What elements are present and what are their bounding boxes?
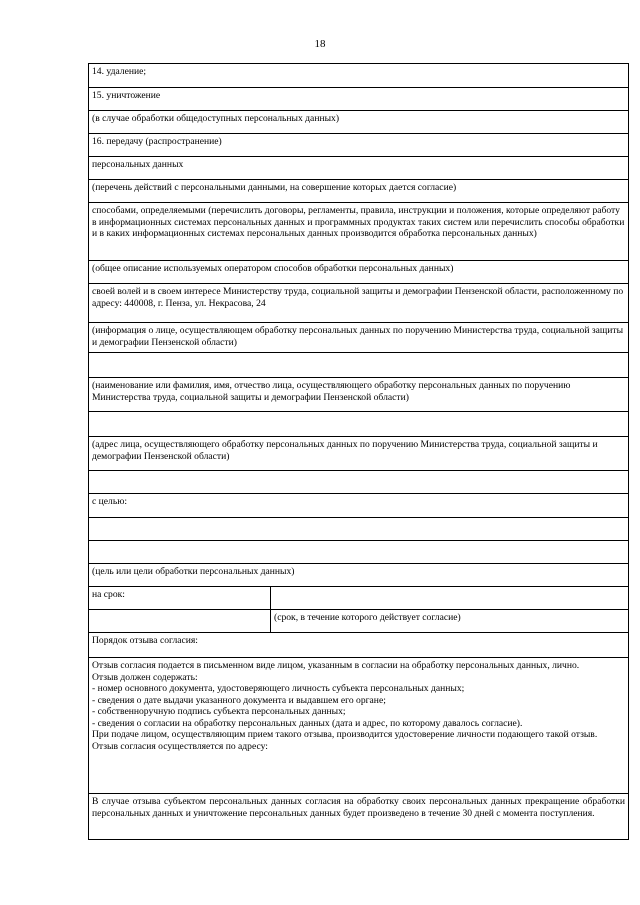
row-destruction: 15. уничтожение [89, 88, 629, 111]
row-revocation-result: В случае отзыва субъектом персональных данных согласия на обработку своих персональных данных прекращение обработки персональных данных и уничтожение персональных данных будет произведено в течение 30 дней с момента поступления. [89, 794, 629, 840]
row-revocation-order: Порядок отзыва согласия: [89, 633, 629, 658]
row-blank-3 [89, 471, 629, 494]
row-blank-5 [89, 541, 629, 564]
term-label: на срок: [89, 587, 271, 610]
row-public-note: (в случае обработки общедоступных персональных данных) [89, 111, 629, 134]
revocation-line: - собственноручную подпись субъекта персональных данных; [92, 706, 346, 717]
row-transfer: 16. передачу (распространение) [89, 134, 629, 157]
row-blank-1 [89, 353, 629, 378]
row-blank-2 [89, 412, 629, 437]
row-processor-address-hint: (адрес лица, осуществляющего обработку персональных данных по поручению Министерства труда, социальной защиты и демографии Пензенской области) [89, 437, 629, 471]
revocation-line: Отзыв должен содержать: [92, 671, 198, 683]
term-value-cell [271, 587, 629, 610]
term-blank-cell [89, 610, 271, 633]
row-deletion: 14. удаление; [89, 64, 629, 88]
revocation-line: - номер основного документа, удостоверяющего личность субъекта персональных данных; [92, 683, 465, 694]
revocation-text-cell [89, 658, 629, 794]
revocation-line: - сведения о дате выдачи указанного документа и выдавшем его органе; [92, 694, 386, 706]
row-processor-name-hint: (наименование или фамилия, имя, отчество лица, осуществляющего обработку персональных данных по поручению Министерства труда, социальной защиты и демографии Пензенской области) [89, 378, 629, 412]
consent-form-table [88, 63, 629, 840]
row-purpose: с целью: [89, 494, 629, 518]
revocation-line: Отзыв согласия осуществляется по адресу: [92, 740, 268, 752]
revocation-line: - сведения о согласии на обработку персональных данных (дата и адрес, по которому давалось согласие). [92, 717, 523, 729]
row-methods-hint: (общее описание используемых оператором способов обработки персональных данных) [89, 261, 629, 284]
row-personal-data: персональных данных [89, 157, 629, 180]
row-processor-info-hint: (информация о лице, осуществляющем обработку персональных данных по поручению Министерства труда, социальной защиты и демографии Пензенской области) [89, 323, 629, 353]
term-hint: (срок, в течение которого действует согласие) [271, 610, 629, 633]
revocation-line: Отзыв согласия подается в письменном виде лицом, указанным в согласии на обработку персональных данных, лично. [92, 660, 580, 671]
row-blank-4 [89, 518, 629, 541]
revocation-line: При подаче лицом, осуществляющим прием такого отзыва, производится удостоверение личности подающего такой отзыв. [92, 729, 598, 740]
page-number: 18 [314, 38, 326, 50]
row-purpose-hint: (цель или цели обработки персональных данных) [89, 564, 629, 587]
row-actions-hint: (перечень действий с персональными данными, на совершение которых дается согласие) [89, 180, 629, 203]
row-free-will: своей волей и в своем интересе Министерству труда, социальной защиты и демографии Пензенской области, расположенному по адресу: 440008, г. Пенза, ул. Некрасова, 24 [89, 284, 629, 323]
row-methods: способами, определяемыми (перечислить договоры, регламенты, правила, инструкции и положения, которые определяют работу в информационных системах персональных данных и программных продуктах таких систем или перечислить способы обработки и в каких информационных системах персональных данных производится обработка персональных данных) [89, 203, 629, 261]
